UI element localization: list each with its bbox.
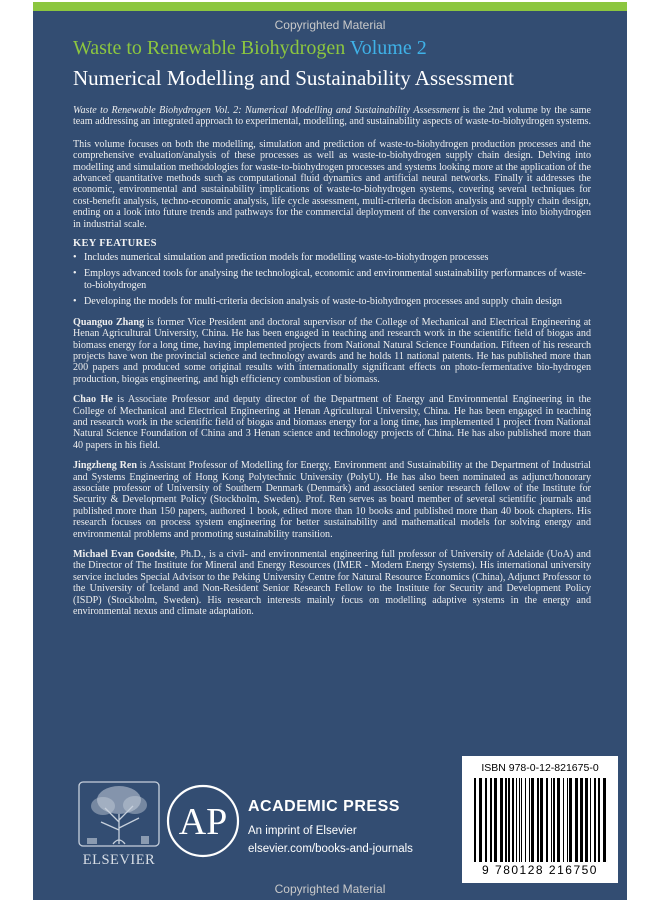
barcode-bar: [546, 778, 548, 862]
barcode-bar: [529, 778, 530, 862]
key-features-heading: KEY FEATURES: [73, 238, 157, 250]
barcode-bar: [551, 778, 552, 862]
barcode-bar: [569, 778, 572, 862]
author-bio-text: is Assistant Professor of Modelling for Energy, Environment and Sustainability at the Department of Industrial and Systems Engineering of Hong Kong Polytechnic University (PolyU). He has also been nominated as adjunct/honorary associate professor of University of Southern Denmark (Denmark) and associated senior research fellow of the Institute for Security & Development Policy (Stockholm, Sweden). Prof. Ren serves as board member of several scientific journals and published more than 150 papers, authored 1 book, edited more than 10 books and published more than 40 book chapters. His research focuses on process system engineering for better sustainability and mathematical models for solving energy and environmental problems and promoting sustainability transition.: [73, 460, 591, 540]
series-name: Waste to Renewable Biohydrogen: [73, 37, 346, 59]
watermark-top: Copyrighted Material: [274, 18, 386, 32]
author-name: Quanguo Zhang: [73, 316, 144, 328]
barcode-bar: [512, 778, 514, 862]
key-feature-item: • Employs advanced tools for analysing the technological, economic and environmental sustainability performances of waste-to-biohydrogen: [73, 268, 591, 291]
barcode-bar: [540, 778, 543, 862]
barcode-bar: [557, 778, 560, 862]
ap-logo-text: AP: [178, 801, 228, 843]
author-name: Jingzheng Ren: [73, 460, 137, 472]
publisher-block: [248, 798, 413, 855]
barcode-bar: [575, 778, 578, 862]
key-feature-item: • Includes numerical simulation and prediction models for modelling waste-to-biohydrogen processes: [73, 252, 591, 263]
cover-content: [73, 36, 591, 617]
isbn-barcode-box: [462, 756, 618, 883]
barcode-digits: 9 780128 216750: [482, 863, 598, 877]
author-name: Chao He: [73, 394, 113, 406]
publisher-name: ACADEMIC PRESS: [248, 798, 400, 815]
author-bio: [73, 549, 591, 617]
volume-label: Volume 2: [349, 37, 427, 59]
barcode-bar: [594, 778, 596, 862]
book-subtitle: Numerical Modelling and Sustainability Assessment: [73, 66, 514, 90]
barcode-bar: [603, 778, 606, 862]
barcode-bar: [585, 778, 588, 862]
watermark-bottom: Copyrighted Material: [274, 882, 386, 896]
academic-press-logo: [165, 783, 241, 859]
publisher-imprint: An imprint of Elsevier: [248, 825, 357, 837]
elsevier-logo: [73, 778, 165, 888]
author-bio: [73, 317, 591, 385]
barcode-bar: [519, 778, 520, 862]
barcode-bar: [567, 778, 568, 862]
barcode-bar: [494, 778, 497, 862]
isbn-label: ISBN 978-0-12-821675-0: [481, 762, 599, 774]
barcode-bar: [485, 778, 487, 862]
author-bio-text: is former Vice President and doctoral supervisor of the College of Mechanical and Electrical Engineering at Henan Agricultural University, China. He has been engaged in teaching and research work in the scientific field of biogas and biomass energy for a long time, having implemented projects from National Natural Science Foundation. Fifteen of his research projects have won the provincial science and technology awards and he holds 11 national patents. He has published more than 200 papers and produced some original results with internationally significant effects on photo-fermentative bio-hydrogen production, biogas engineering, and high efficiency combustion of biomass.: [73, 316, 591, 385]
barcode-bar: [490, 778, 492, 862]
author-name: Michael Evan Goodsite: [73, 549, 175, 560]
barcode-bar: [474, 778, 476, 862]
barcode-bar: [479, 778, 482, 862]
description-paragraph: This volume focuses on both the modelling, simulation and prediction of waste-to-biohydrogen production processes and the comprehensive evaluation/analysis of these processes as well as waste-to-biohydrogen supply chain design. Delving into modelling and simulation methodologies for waste-to-biohydrogen processes and systems looking more at the application of the advanced quantitative methods such as computational fluid dynamics and artificial neural networks. Finally it addresses the economic, environmental and sustainability implications of waste-to-biohydrogen systems, covering several techniques for cost-benefit analysis, techno-economic analysis, life cycle assessment, multi-criteria decision analysis and supply chain design, ending on a look into future trends and pathways for the commercial deployment of the conversion of wastes into biohydrogen in industrial scale.: [73, 138, 591, 230]
barcode-bar: [505, 778, 507, 862]
barcode-bar: [516, 778, 517, 862]
publisher-url: elsevier.com/books-and-journals: [248, 843, 413, 855]
barcode-bar: [500, 778, 503, 862]
barcode-bar: [563, 778, 564, 862]
barcode-bar: [521, 778, 522, 862]
author-bio-text: is Associate Professor and deputy director of the Department of Energy and Environmental Engineering in the College of Mechanical and Electrical Engineering at Henan Agricultural University, China. He has been engaged in teaching and research work in the scientific field of biogas and biomass energy for a long time, has implemented 1 project from National Natural Science Foundation of China and 3 Henan science and technology projects of China. He has also published more than 40 papers in his field.: [73, 394, 591, 451]
elsevier-wordmark: ELSEVIER: [82, 852, 156, 868]
barcode-bar: [598, 778, 600, 862]
barcode-bar: [537, 778, 539, 862]
intro-paragraph: [73, 105, 591, 128]
barcode-bar: [580, 778, 583, 862]
series-title: [73, 36, 591, 60]
barcode-bar: [590, 778, 591, 862]
barcode-bar: [508, 778, 510, 862]
elsevier-tree-icon: [73, 778, 165, 850]
intro-book-title: Waste to Renewable Biohydrogen Vol. 2: Numerical Modelling and Sustainability Assessment: [73, 105, 460, 116]
barcode: [472, 778, 608, 862]
barcode-bar: [531, 778, 534, 862]
intro-text: is the 2nd volume by the same team addressing an integrated approach to experimental, modelling, and sustainability aspects of waste-to-biohydrogen systems.: [73, 105, 592, 128]
author-bio: [73, 394, 591, 451]
barcode-bar: [525, 778, 526, 862]
top-accent-bar: [33, 2, 627, 11]
author-bio-text: , Ph.D., is a civil- and environmental engineering full professor of University of Adelaide (UoA) and the Director of The Institute for Mineral and Energy Resources (IMER - Modern Energy Systems). His international university service includes Special Advisor to the Peking University Centre for Natural Resource Economics (China), Adjunct Professor to the University of Iceland and Non-Resident Senior Research Fellow to the Institute for Security and Development Policy (ISDP) (Stockholm, Sweden). His research interests mainly focus on modelling adaptive systems in the energy and environmental nexus and climate adaptation.: [73, 549, 591, 618]
author-bio: [73, 460, 591, 540]
key-feature-item: • Developing the models for multi-criteria decision analysis of waste-to-biohydrogen processes and supply chain design: [73, 296, 591, 307]
back-cover: [33, 2, 627, 900]
key-features-list: [73, 252, 591, 308]
barcode-bar: [553, 778, 555, 862]
